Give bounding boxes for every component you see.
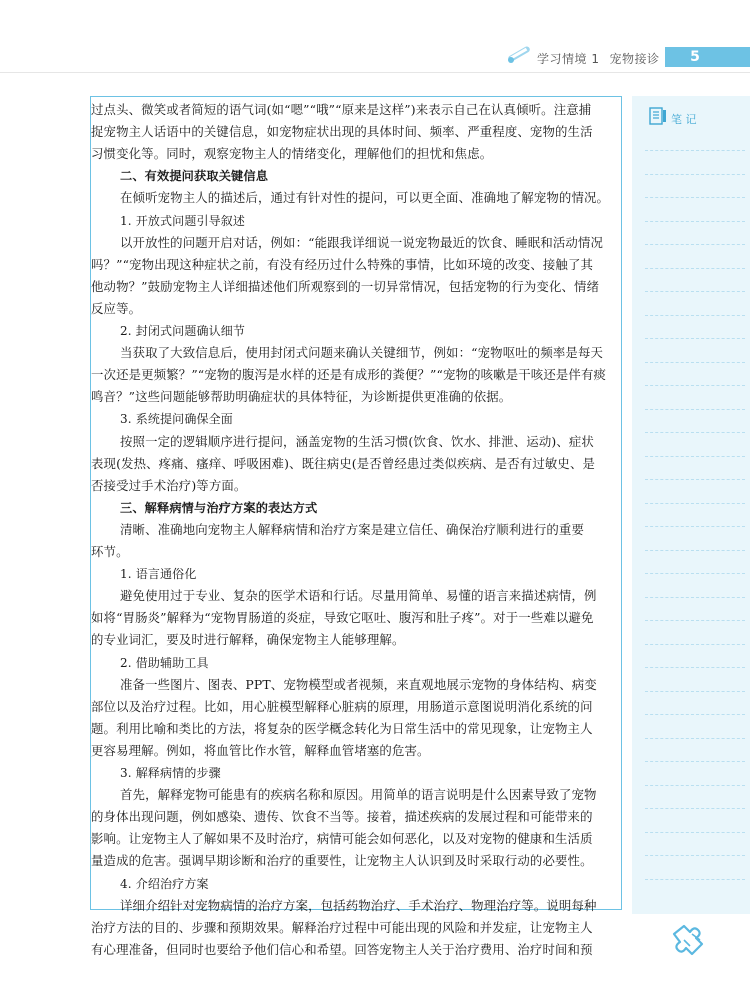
note-rule-line — [645, 691, 745, 692]
note-rule-line — [645, 550, 745, 551]
paragraph-line: 的专业词汇，要及时进行解释，确保宠物主人能够理解。 — [91, 632, 405, 648]
running-header — [537, 50, 659, 67]
note-rule-line — [645, 268, 745, 269]
paragraph-line: 影响。让宠物主人了解如果不及时治疗，病情可能会如何恶化，以及对宠物的健康和生活质 — [91, 831, 593, 847]
note-rule-line — [645, 785, 745, 786]
paragraph-line: 如将“胃肠炎”解释为“宠物胃肠道的炎症，导致它呕吐、腹泻和肚子疼”。对于一些难以避免 — [91, 610, 594, 626]
note-rule-line — [645, 738, 745, 739]
note-rule-line — [645, 338, 745, 339]
paragraph-line: 部位以及治疗过程。比如，用心脏模型解释心脏病的原理，用肠道示意图说明消化系统的问 — [91, 698, 593, 714]
note-rule-line — [645, 855, 745, 856]
section-heading: 二、有效提问获取关键信息 — [120, 169, 269, 184]
note-rule-line — [645, 808, 745, 809]
content-box — [90, 96, 622, 957]
chapter-label: 学习情境 1 — [537, 52, 600, 66]
note-rule-line — [645, 291, 745, 292]
page-number: 5 — [665, 47, 725, 67]
note-rule-line — [645, 150, 745, 151]
notes-label: 笔 记 — [671, 113, 697, 126]
paragraph-line: 按照一定的逻辑顺序进行提问，涵盖宠物的生活习惯(饮食、饮水、排泄、运动)、症状 — [120, 433, 594, 449]
paragraph-line: 准备一些图片、图表、PPT、宠物模型或者视频，来直观地展示宠物的身体结构、病变 — [120, 676, 597, 692]
subheading: 2. 封闭式问题确认细节 — [120, 324, 246, 338]
pencil-ribbon-icon — [506, 42, 534, 64]
note-rule-line — [645, 503, 745, 504]
paragraph-line: 清晰、准确地向宠物主人解释病情和治疗方案是建立信任、确保治疗顺利进行的重要 — [120, 521, 585, 537]
notes-column — [632, 96, 750, 914]
paragraph-line: 治疗方法的目的、步骤和预期效果。解释治疗过程中可能出现的风险和并发症，让宠物主人 — [91, 919, 593, 935]
note-rule-line — [645, 644, 745, 645]
note-rule-line — [645, 432, 745, 433]
paragraph-line: 的身体出现问题，例如感染、遗传、饮食不当等。接着，描述疾病的发展过程和可能带来的 — [91, 809, 593, 825]
subheading: 3. 解释病情的步骤 — [120, 766, 221, 780]
header-divider — [0, 72, 750, 73]
paragraph-line: 环节。 — [91, 544, 129, 559]
note-rule-line — [645, 315, 745, 316]
paragraph-line: 他动物？”鼓励宠物主人详细描述他们所观察到的一切异常情况，包括宠物的行为变化、情绪 — [91, 278, 600, 294]
paragraph-line: 更容易理解。例如，将血管比作水管，解释血管堵塞的危害。 — [91, 742, 430, 758]
paragraph-line: 一次还是更频繁？”“宠物的腹泻是水样的还是有成形的粪便？”“宠物的咳嗽是干咳还是伴有痰 — [91, 367, 607, 383]
note-rule-line — [645, 714, 745, 715]
note-rule-line — [645, 479, 745, 480]
note-rule-line — [645, 456, 745, 457]
note-rule-line — [645, 761, 745, 762]
note-rule-line — [645, 244, 745, 245]
subheading: 2. 借助辅助工具 — [120, 655, 209, 670]
note-rule-line — [645, 667, 745, 668]
paragraph-line: 习惯变化等。同时，观察宠物主人的情绪变化，理解他们的担忧和焦虑。 — [91, 146, 493, 162]
note-rule-line — [645, 174, 745, 175]
paragraph-line: 吗？”“宠物出现这种症状之前，有没有经历过什么特殊的事情，比如环境的改变、接触了其 — [91, 256, 594, 272]
paragraph-line: 表现(发热、疼痛、瘙痒、呼吸困难)、既往病史(是否曾经患过类似疾病、是否有过敏史、是 — [91, 455, 596, 471]
paragraph-line: 捉宠物主人话语中的关键信息，如宠物症状出现的具体时间、频率、严重程度、宠物的生活 — [91, 124, 593, 140]
note-rule-line — [645, 409, 745, 410]
paragraph-line: 详细介绍针对宠物病情的治疗方案，包括药物治疗、手术治疗、物理治疗等。说明每种 — [120, 897, 597, 913]
note-rule-line — [645, 362, 745, 363]
paragraph-line: 反应等。 — [91, 300, 142, 316]
section-heading: 三、解释病情与治疗方案的表达方式 — [120, 500, 318, 515]
paragraph-line: 以开放性的问题开启对话，例如：“能跟我详细说一说宠物最近的饮食、睡眠和活动情况 — [120, 234, 604, 250]
note-rule-line — [645, 197, 745, 198]
subheading: 1. 语言通俗化 — [120, 567, 197, 582]
paragraph-line: 鸣音？”这些问题能够帮助明确症状的具体特征，为诊断提供更准确的依据。 — [91, 389, 512, 405]
paragraph-line: 有心理准备，但同时也要给予他们信心和希望。回答宠物主人关于治疗费用、治疗时间和预 — [91, 941, 593, 957]
paragraph-line: 当获取了大致信息后，使用封闭式问题来确认关键细节，例如：“宠物呕吐的频率是每天 — [120, 345, 604, 361]
note-rule-line — [645, 573, 745, 574]
paragraph-line: 首先，解释宠物可能患有的疾病名称和原因。用简单的语言说明是什么因素导致了宠物 — [120, 787, 597, 803]
note-rule-line — [645, 385, 745, 386]
subheading: 1. 开放式问题引导叙述 — [120, 213, 246, 228]
paragraph-line: 否接受过手术治疗)等方面。 — [91, 477, 247, 493]
puzzle-piece-icon — [668, 920, 714, 962]
note-rule-line — [645, 597, 745, 598]
paragraph-line: 在倾听宠物主人的描述后，通过有针对性的提问，可以更全面、准确地了解宠物的情况。 — [120, 190, 610, 206]
subheading: 3. 系统提问确保全面 — [120, 412, 233, 427]
subheading: 4. 介绍治疗方案 — [120, 876, 209, 891]
paragraph-line: 过点头、微笑或者简短的语气词(如“嗯”“哦”“原来是这样”)来表示自己在认真倾听。注意捕 — [91, 102, 592, 117]
note-rule-line — [645, 221, 745, 222]
section-label: 宠物接诊 — [609, 52, 660, 66]
note-rule-line — [645, 526, 745, 527]
notebook-icon — [648, 106, 668, 126]
paragraph-line: 避免使用过于专业、复杂的医学术语和行话。尽量用简单、易懂的语言来描述病情，例 — [120, 588, 597, 604]
paragraph-line: 题。利用比喻和类比的方法，将复杂的医学概念转化为日常生活中的常见现象，让宠物主人 — [91, 720, 593, 736]
note-rule-line — [645, 620, 745, 621]
note-rule-line — [645, 832, 745, 833]
notes-header — [648, 106, 718, 128]
paragraph-line: 量造成的危害。强调早期诊断和治疗的重要性，让宠物主人认识到及时采取行动的必要性。 — [91, 853, 593, 869]
note-rule-line — [645, 879, 745, 880]
